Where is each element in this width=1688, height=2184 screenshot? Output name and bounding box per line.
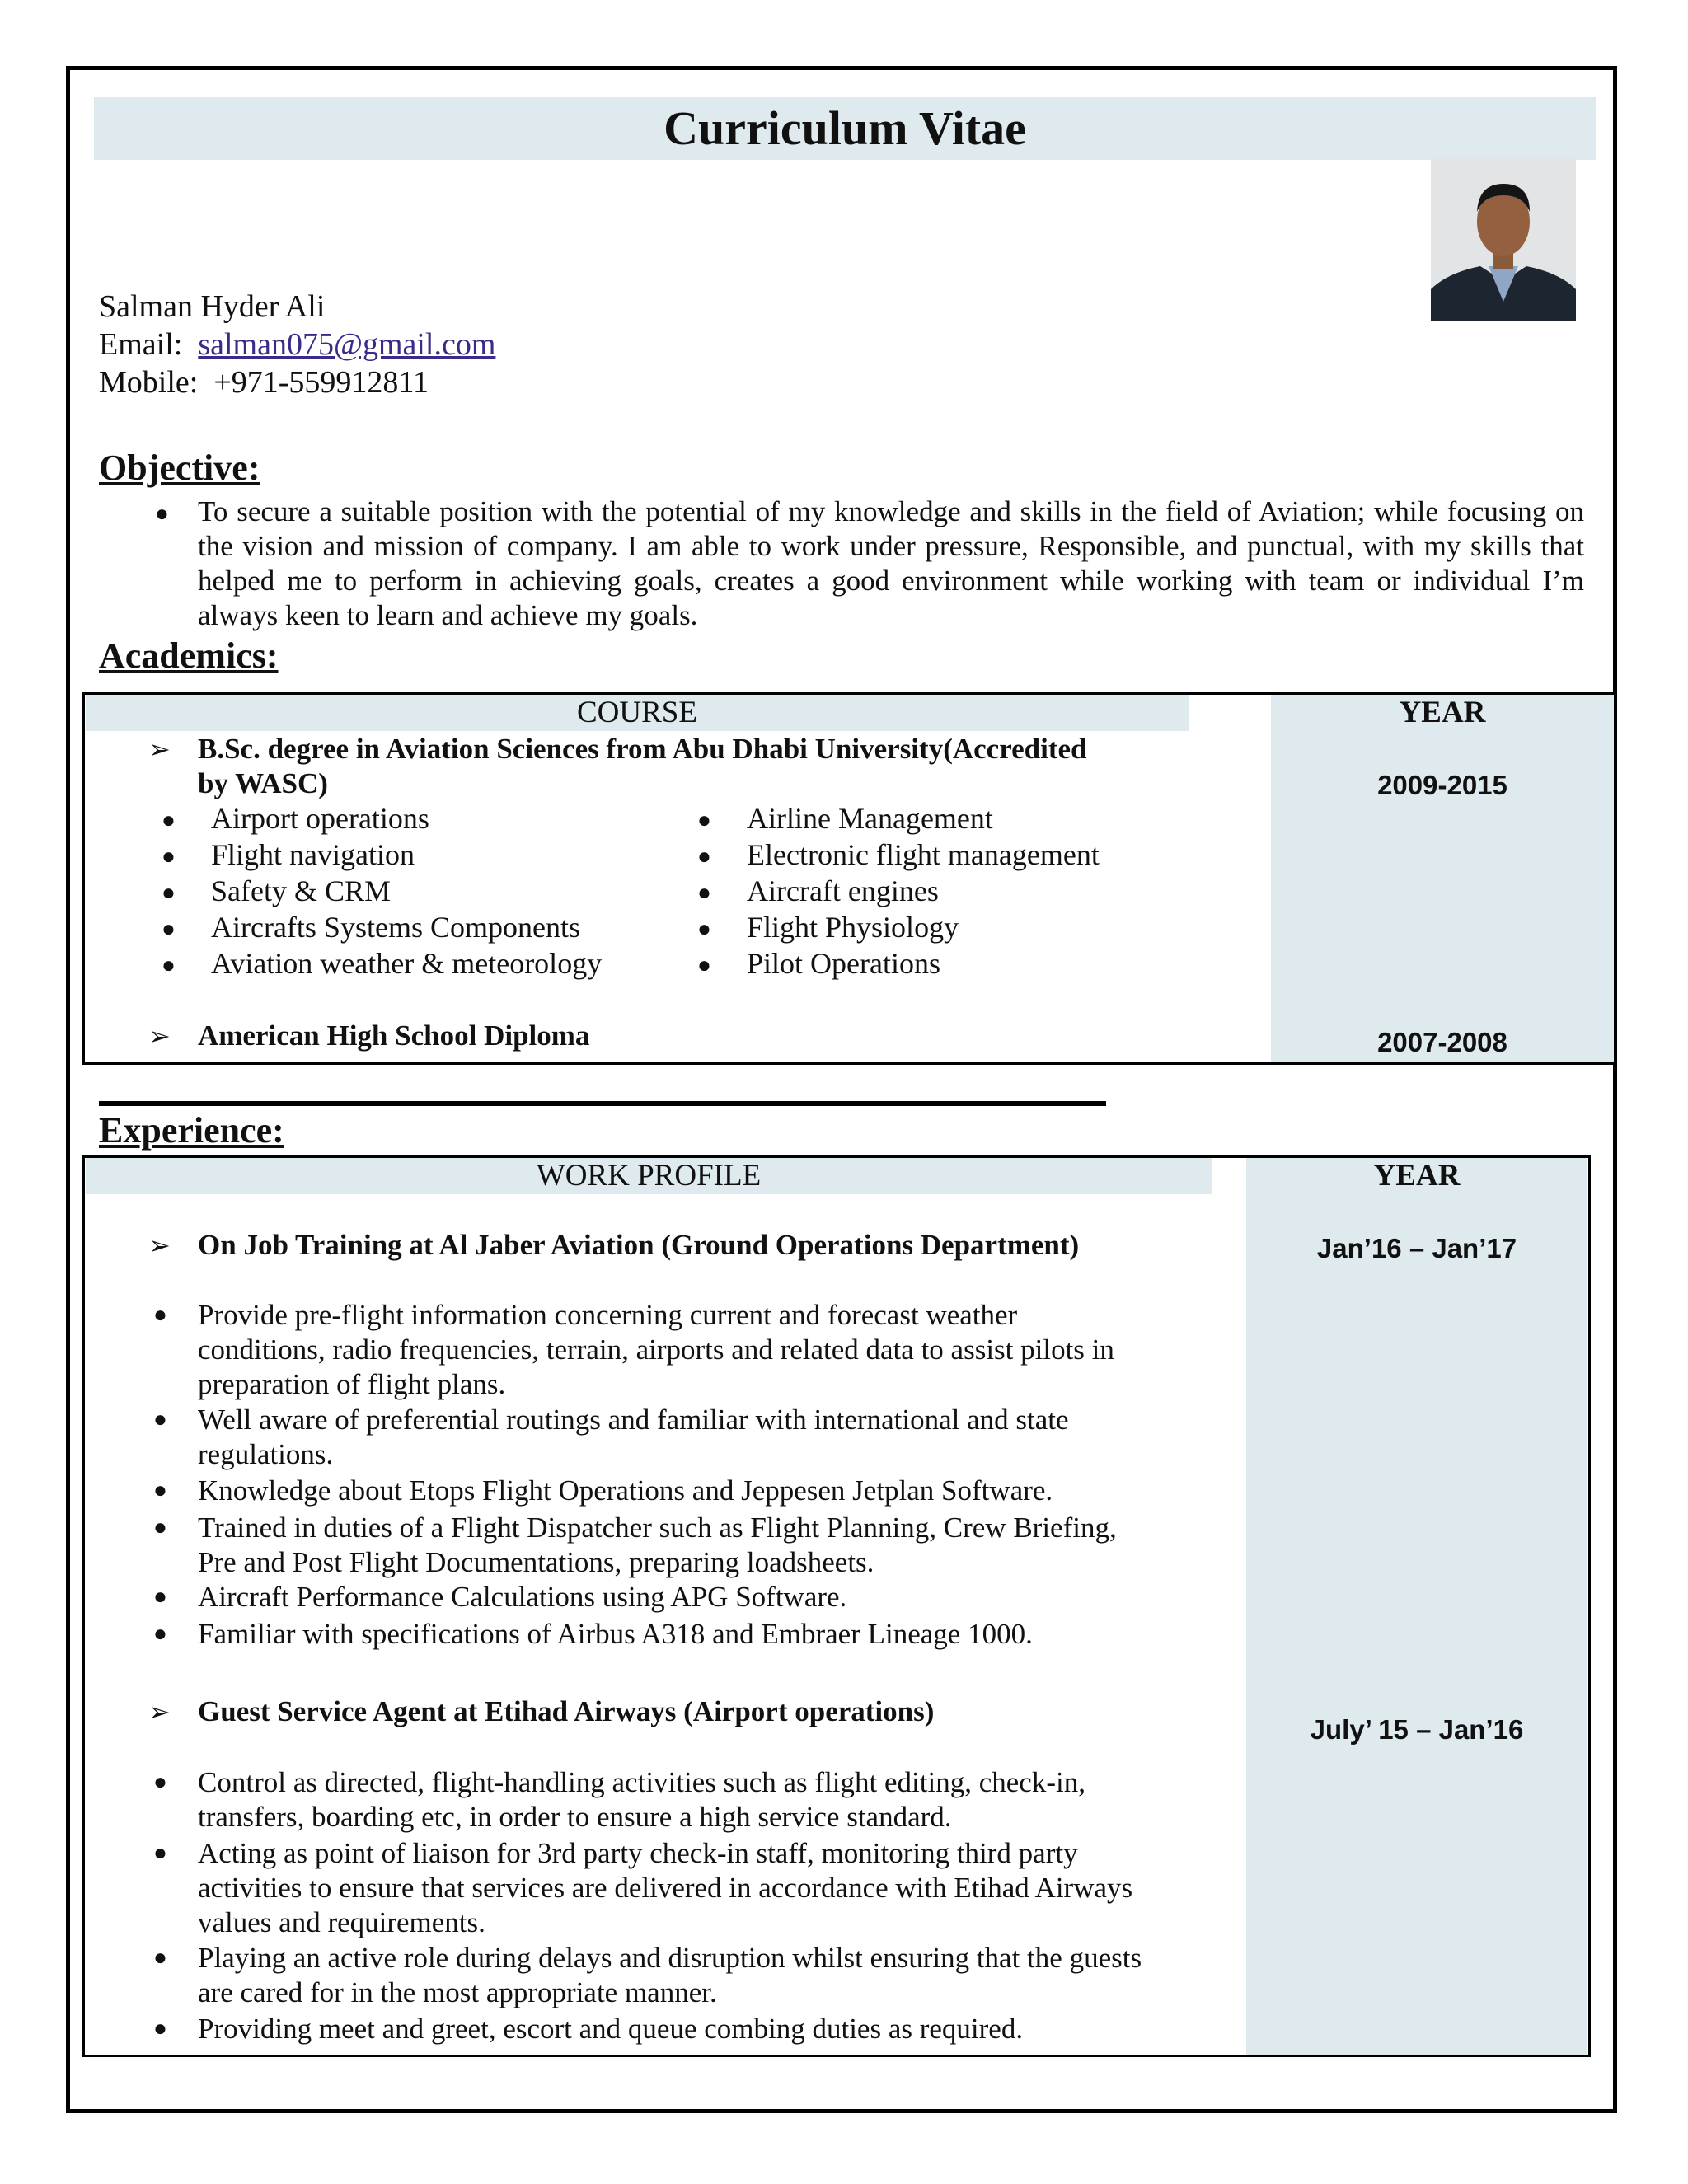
mobile-line [99,364,429,401]
candidate-name: Salman Hyder Ali [99,289,326,324]
job-duty-line: Pre and Post Flight Documentations, preparing loadsheets. [198,1546,874,1578]
bullet-icon: ● [153,1584,167,1610]
subject-item: Aircrafts Systems Components [211,911,580,944]
arrow-bullet-icon: ➢ [148,1230,171,1261]
bullet-icon: ● [162,880,176,906]
subject-item: Pilot Operations [747,947,940,980]
subject-item: Aviation weather & meteorology [211,947,603,980]
job-duty-line: activities to ensure that services are delivered in accordance with Etihad Airways [198,1872,1133,1904]
bullet-icon: ● [697,808,711,833]
job-duty-line: Trained in duties of a Flight Dispatcher such as Flight Planning, Crew Briefing, [198,1511,1117,1544]
degree-title-line2: by WASC) [198,767,328,799]
section-divider [99,1101,1106,1106]
bullet-icon: ● [162,916,176,942]
year-column-band [1271,695,1614,1062]
job-duty-line: preparation of flight plans. [198,1368,506,1400]
job-duty-line: Well aware of preferential routings and familiar with international and state [198,1404,1069,1436]
objective-heading: Objective: [99,448,260,488]
subject-item: Flight Physiology [747,911,959,944]
mobile-label: Mobile: [99,365,199,400]
arrow-bullet-icon: ➢ [148,733,171,765]
bullet-icon: ● [697,880,711,906]
bullet-icon: ● [162,844,176,869]
bullet-icon: ● [697,953,711,978]
bullet-icon: ● [153,2016,167,2041]
bullet-icon: ● [153,1302,167,1328]
subject-item: Aircraft engines [747,874,939,907]
experience-heading: Experience: [99,1110,284,1151]
job-duty-line: Familiar with specifications of Airbus A318 and Embraer Lineage 1000. [198,1618,1033,1650]
bullet-icon: ● [153,1478,167,1503]
year-column-header: YEAR [1399,696,1486,729]
subject-item: Safety & CRM [211,874,392,907]
subject-item: Airport operations [211,802,429,835]
page-title: Curriculum Vitae [663,101,1026,155]
degree-title-line1: B.Sc. degree in Aviation Sciences from Abu Dhabi University(Accredited [198,733,1087,765]
bullet-icon: ● [153,1407,167,1432]
bullet-icon: ● [162,953,176,978]
bullet-icon: ● [153,1515,167,1540]
course-column-header: COURSE [577,696,697,729]
subject-item: Electronic flight management [747,838,1100,871]
job-duty-line: Control as directed, flight-handling activities such as flight editing, check-in, [198,1766,1085,1798]
arrow-bullet-icon: ➢ [148,1020,171,1052]
email-label: Email: [99,327,183,362]
bullet-icon: ● [697,844,711,869]
job-year: Jan’16 – Jan’17 [1316,1233,1517,1263]
job-duty-line: Provide pre-flight information concerning current and forecast weather [198,1299,1018,1331]
job-duty-line: transfers, boarding etc, in order to ensure a high service standard. [198,1801,952,1833]
job-title: On Job Training at Al Jaber Aviation (Ground Operations Department) [198,1229,1080,1261]
email-line [99,326,495,363]
job-duty-line: Acting as point of liaison for 3rd party check-in staff, monitoring third party [198,1837,1078,1869]
academics-heading: Academics: [99,635,279,676]
email-link[interactable]: salman075@gmail.com [198,327,496,362]
profile-photo [1431,157,1576,321]
bullet-icon: ● [153,1621,167,1647]
subject-item: Flight navigation [211,838,415,871]
diploma-title: American High School Diploma [198,1019,590,1052]
degree-year: 2009-2015 [1377,770,1507,800]
job-duty-line: Aircraft Performance Calculations using APG Software. [198,1581,847,1613]
bullet-icon: ● [153,1945,167,1971]
job-duty-line: are cared for in the most appropriate manner. [198,1976,717,2008]
job-duty-line: Playing an active role during delays and disruption whilst ensuring that the guests [198,1942,1142,1974]
job-year: July’ 15 – Jan’16 [1310,1714,1524,1745]
job-duty-line: Knowledge about Etops Flight Operations and Jeppesen Jetplan Software. [198,1474,1053,1507]
mobile-number: +971-559912811 [213,365,429,400]
job-duty-line: Providing meet and greet, escort and queue combing duties as required. [198,2013,1024,2045]
bullet-icon: ● [153,1840,167,1866]
job-duty-line: conditions, radio frequencies, terrain, airports and related data to assist pilots in [198,1333,1114,1366]
bullet-icon: ● [697,916,711,942]
work-profile-column-header: WORK PROFILE [536,1159,762,1193]
experience-year-band [1246,1158,1587,2055]
job-duty-line: values and requirements. [198,1906,485,1938]
bullet-icon: ● [155,501,169,527]
diploma-year: 2007-2008 [1377,1027,1507,1057]
job-duty-line: regulations. [198,1438,334,1470]
bullet-icon: ● [153,1769,167,1795]
job-title: Guest Service Agent at Etihad Airways (Airport operations) [198,1695,935,1727]
experience-year-column-header: YEAR [1373,1159,1461,1193]
person-photo-icon [1431,157,1576,321]
bullet-icon: ● [162,808,176,833]
subject-item: Airline Management [747,802,993,835]
objective-text: To secure a suitable position with the potential of my knowledge and skills in the field of Aviation; while focusing on the vision and mission of company. I am able to work under pressure, Responsible, and punctual, with my skills that helped me to perform in achieving goals, creates a good environment while working with team or individual I’m always keen to learn and achieve my goals. [198,495,1584,631]
arrow-bullet-icon: ➢ [148,1696,171,1727]
